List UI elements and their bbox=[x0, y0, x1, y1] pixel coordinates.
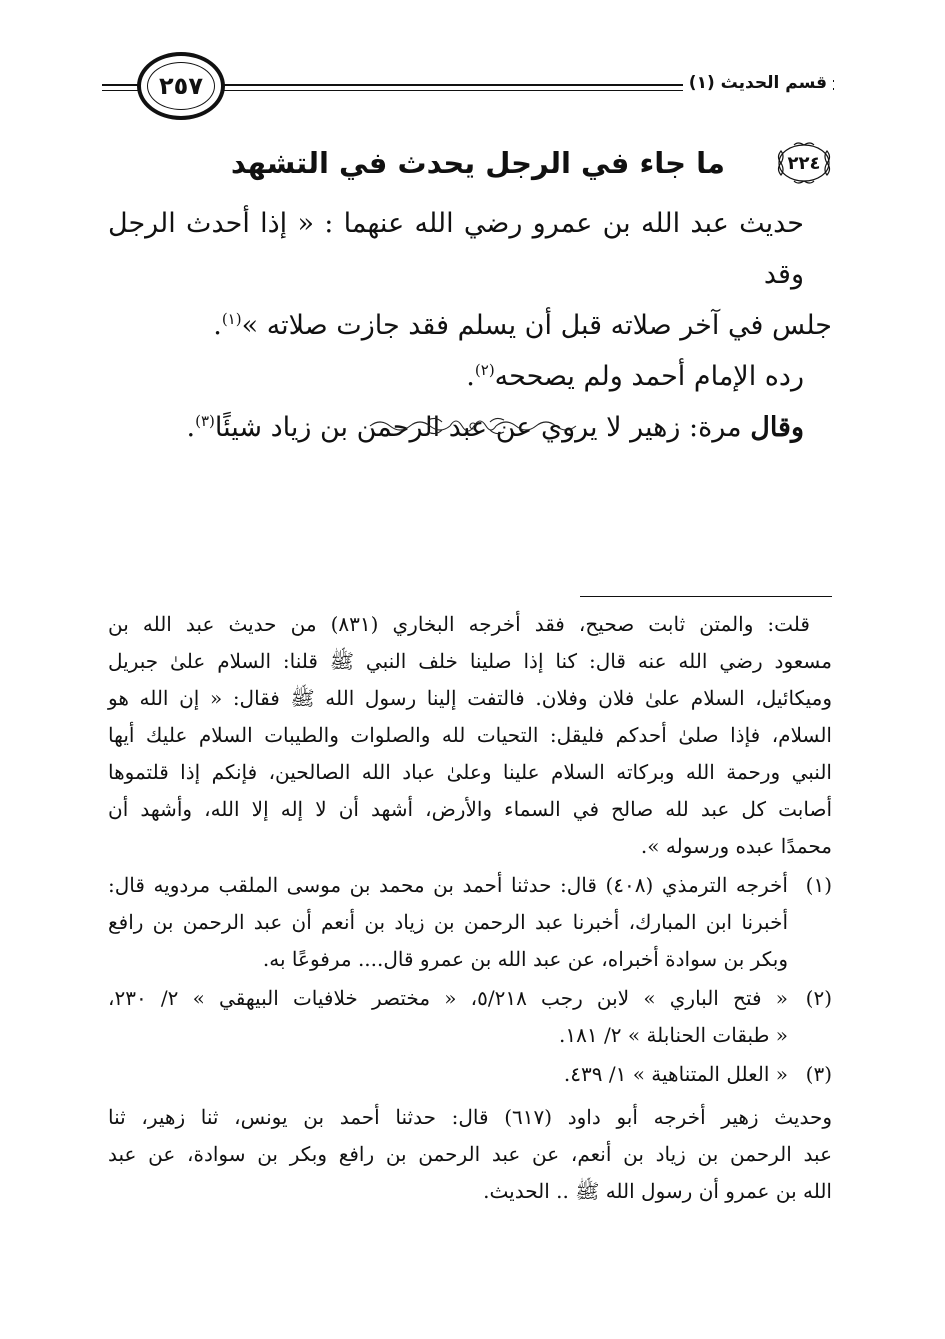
continuation-line: عبد الرحمن بن زياد بن أنعم، عن عبد الرحمن بن رافع وبكر بن سوادة، عن عبد bbox=[108, 1142, 832, 1166]
page-header bbox=[0, 0, 945, 130]
footnote-line: « العلل المتناهية » ١/ ٤٣٩. bbox=[563, 1062, 788, 1086]
footnote-number: (١) bbox=[805, 873, 832, 897]
continuation-line: وحديث زهير أخرجه أبو داود (٦١٧) قال: حدثنا أحمد بن يونس، ثنا زهير، ثنا bbox=[108, 1105, 832, 1129]
footnote-number: (٢) bbox=[805, 986, 832, 1010]
footnote-2 bbox=[108, 980, 832, 1054]
chapter-number: ٢٢٤ bbox=[787, 152, 821, 174]
footnote-intro bbox=[108, 606, 832, 865]
footnote-1 bbox=[108, 867, 832, 978]
page-number: ٢٥٧ bbox=[159, 72, 203, 100]
intro-line: محمدًا عبده ورسوله ». bbox=[640, 834, 832, 858]
footnote-ref-3: (٣) bbox=[195, 412, 215, 430]
footnotes bbox=[108, 606, 832, 1210]
intro-line: قلت: والمتن ثابت صحيح، فقد أخرجه البخاري (٨٣١) من حديث عبد الله بن bbox=[108, 612, 810, 636]
chapter-title: ما جاء في الرجل يحدث في التشهد bbox=[230, 146, 725, 180]
footnote-ref-1: (١) bbox=[221, 310, 242, 328]
footnote-line: وبكر بن سوادة أخبراه، عن عبد الله بن عمرو قال.... مرفوعًا به. bbox=[262, 947, 788, 971]
continuation-line: الله بن عمرو أن رسول الله ﷺ .. الحديث. bbox=[483, 1179, 832, 1203]
intro-line: أصابت كل عبد لله صالح في السماء والأرض، أشهد أن لا إله إلا الله، وأشهد أن bbox=[108, 797, 832, 821]
intro-line: مسعود رضي الله عنه قال: كنا إذا صلينا خلف النبي ﷺ قلنا: السلام علىٰ جبريل bbox=[108, 649, 832, 673]
main-line-1: حديث عبد الله بن عمرو رضي الله عنهما : « إذا أحدث الرجل وقد bbox=[108, 208, 804, 290]
footnote-line: أخبرنا ابن المبارك، أخبرنا عبد الرحمن بن زياد بن أنعم أن عبد الرحمن بن رافع bbox=[108, 910, 788, 934]
section-divider-ornament bbox=[368, 412, 578, 440]
main-line-2: جلس في آخر صلاته قبل أن يسلم فقد جازت صلاته »$^{(١)}$. bbox=[213, 310, 832, 341]
intro-line: النبي ورحمة الله وبركاته السلام علينا وعلىٰ عباد الله الصالحين، فإنكم إذا قلتموها bbox=[108, 760, 832, 784]
footnote-3 bbox=[108, 1056, 832, 1093]
footnote-ref-2: (٢) bbox=[474, 361, 495, 379]
footnote-line: أخرجه الترمذي (٤٠٨) قال: حدثنا أحمد بن محمد بن موسى الملقب مردويه قال: bbox=[108, 873, 788, 897]
running-title: قسم الحديث (١) bbox=[683, 72, 833, 94]
intro-line: السلام، فإذا صلىٰ أحدكم فليقل: التحيات لله والصلوات والطيبات السلام عليك أيها bbox=[108, 723, 832, 747]
chapter-number-badge bbox=[775, 140, 833, 186]
footnote-continuation bbox=[108, 1099, 832, 1210]
footnote-line: « طبقات الحنابلة » ٢/ ١٨١. bbox=[559, 1023, 788, 1047]
page-number-badge bbox=[137, 52, 225, 120]
footnote-number: (٣) bbox=[805, 1062, 832, 1086]
main-line-3: رده الإمام أحمد ولم يصححه$^{(٢)}$. bbox=[466, 361, 804, 392]
footnote-separator bbox=[580, 596, 832, 597]
footnote-line: « فتح الباري » لابن رجب ٥/٢١٨، « مختصر خلافيات البيهقي » ٢/ ٢٣٠، bbox=[108, 986, 789, 1010]
main-line-4: وقال مرة: زهير لا يروي عن عبد الرحمن بن زياد شيئًا$^{(٣)}$. bbox=[186, 412, 804, 443]
chapter-heading bbox=[113, 138, 833, 188]
intro-line: وميكائيل، السلام علىٰ فلان وفلان. فالتفت إلينا رسول الله ﷺ فقال: « إن الله هو bbox=[108, 686, 832, 710]
